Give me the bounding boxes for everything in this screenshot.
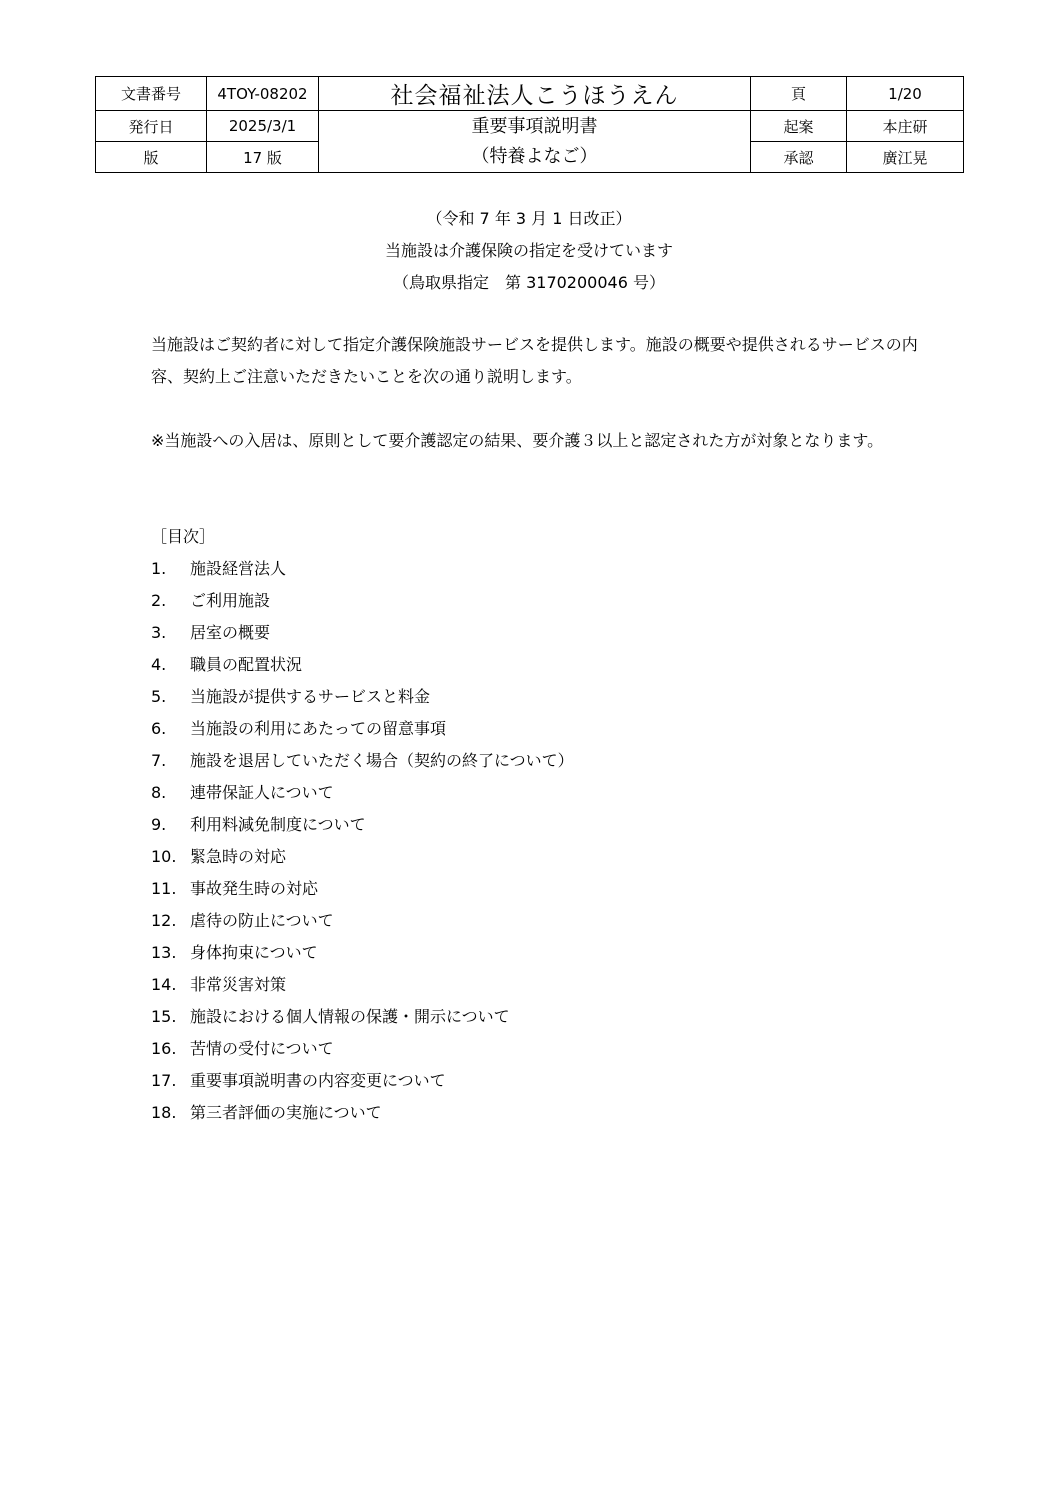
toc-item-title: 施設における個人情報の保護・開示について <box>190 1007 510 1026</box>
toc-item-title: 虐待の防止について <box>190 911 334 930</box>
toc-item <box>151 969 574 1001</box>
toc-item-title: 利用料減免制度について <box>190 815 366 834</box>
toc-item-title: 職員の配置状況 <box>190 655 303 674</box>
toc-item <box>151 649 574 681</box>
toc-item <box>151 809 574 841</box>
toc-item-number: 8. <box>151 783 167 802</box>
draft-label: 起案 <box>751 111 847 142</box>
toc-item-title: 連帯保証人について <box>190 783 334 802</box>
page-value: 1/20 <box>847 77 964 111</box>
toc-item-number: 7. <box>151 751 167 770</box>
toc-item-number: 12. <box>151 911 177 930</box>
edition-label: 版 <box>96 142 207 173</box>
toc-item-title: 施設経営法人 <box>190 559 287 578</box>
toc-item-title: 非常災害対策 <box>190 975 287 994</box>
toc-item <box>151 713 574 745</box>
toc-item-number: 18. <box>151 1103 177 1122</box>
toc-item <box>151 1001 574 1033</box>
org-name: 社会福祉法人こうほうえん <box>319 77 751 111</box>
toc-item-title: 身体拘束について <box>190 943 318 962</box>
toc-item <box>151 681 574 713</box>
toc-item <box>151 873 574 905</box>
subject-line-2: （特養よなご） <box>471 145 598 167</box>
toc-item <box>151 777 574 809</box>
toc-item-title: 第三者評価の実施について <box>190 1103 382 1122</box>
toc-item <box>151 553 574 585</box>
designation-statement: 当施設は介護保険の指定を受けています <box>384 241 673 260</box>
toc-item-number: 4. <box>151 655 167 674</box>
toc-item <box>151 585 574 617</box>
intro-paragraph: 当施設はご契約者に対して指定介護保険施設サービスを提供します。施設の概要や提供されるサービスの内容、契約上ご注意いただきたいことを次の通り説明します。 <box>151 335 918 386</box>
toc-item-number: 11. <box>151 879 177 898</box>
toc-item-number: 17. <box>151 1071 177 1090</box>
toc-heading: ［目次］ <box>151 527 216 546</box>
toc-item <box>151 1033 574 1065</box>
toc-item-number: 2. <box>151 591 167 610</box>
toc-item-title: 重要事項説明書の内容変更について <box>190 1071 446 1090</box>
toc-item-number: 6. <box>151 719 167 738</box>
toc-item-title: 緊急時の対応 <box>190 847 287 866</box>
designation-number: （鳥取県指定 第 3170200046 号） <box>393 273 665 292</box>
eligibility-note: ※当施設への入居は、原則として要介護認定の結果、要介護３以上と認定された方が対象となります。 <box>151 431 884 450</box>
toc-item-number: 13. <box>151 943 177 962</box>
toc-item-title: 当施設が提供するサービスと料金 <box>190 687 431 706</box>
approve-label: 承認 <box>751 142 847 173</box>
toc-item <box>151 937 574 969</box>
issue-date-label: 発行日 <box>96 111 207 142</box>
toc-item-title: 施設を退居していただく場合（契約の終了について） <box>190 751 574 770</box>
toc-item-title: 事故発生時の対応 <box>190 879 319 898</box>
toc-item-title: 当施設の利用にあたっての留意事項 <box>190 719 447 738</box>
toc-item <box>151 745 574 777</box>
toc-item-number: 3. <box>151 623 167 642</box>
issue-date-value: 2025/3/1 <box>207 111 319 142</box>
doc-no-label: 文書番号 <box>96 77 207 111</box>
toc-item-number: 1. <box>151 559 167 578</box>
toc-item-number: 9. <box>151 815 167 834</box>
table-of-contents <box>151 553 574 1129</box>
toc-item-number: 15. <box>151 1007 177 1026</box>
revision-date: （令和 7 年 3 月 1 日改正） <box>426 209 632 228</box>
doc-no-value: 4TOY-08202 <box>207 77 319 111</box>
edition-value: 17 版 <box>207 142 319 173</box>
document-control-table <box>95 76 964 173</box>
toc-item <box>151 841 574 873</box>
designation-block <box>0 203 1058 299</box>
toc-item <box>151 1065 574 1097</box>
toc-item <box>151 617 574 649</box>
subject-line-1: 重要事項説明書 <box>471 115 598 137</box>
toc-item-number: 10. <box>151 847 177 866</box>
toc-item-number: 16. <box>151 1039 177 1058</box>
page-label: 頁 <box>751 77 847 111</box>
drafter-name: 本庄研 <box>847 111 964 142</box>
document-subject <box>319 111 751 173</box>
toc-item <box>151 905 574 937</box>
toc-item-number: 5. <box>151 687 167 706</box>
toc-item-title: 居室の概要 <box>190 623 271 642</box>
approver-name: 廣江晃 <box>847 142 964 173</box>
toc-item <box>151 1097 574 1129</box>
toc-item-title: ご利用施設 <box>190 591 271 610</box>
toc-item-number: 14. <box>151 975 177 994</box>
toc-item-title: 苦情の受付について <box>190 1039 334 1058</box>
